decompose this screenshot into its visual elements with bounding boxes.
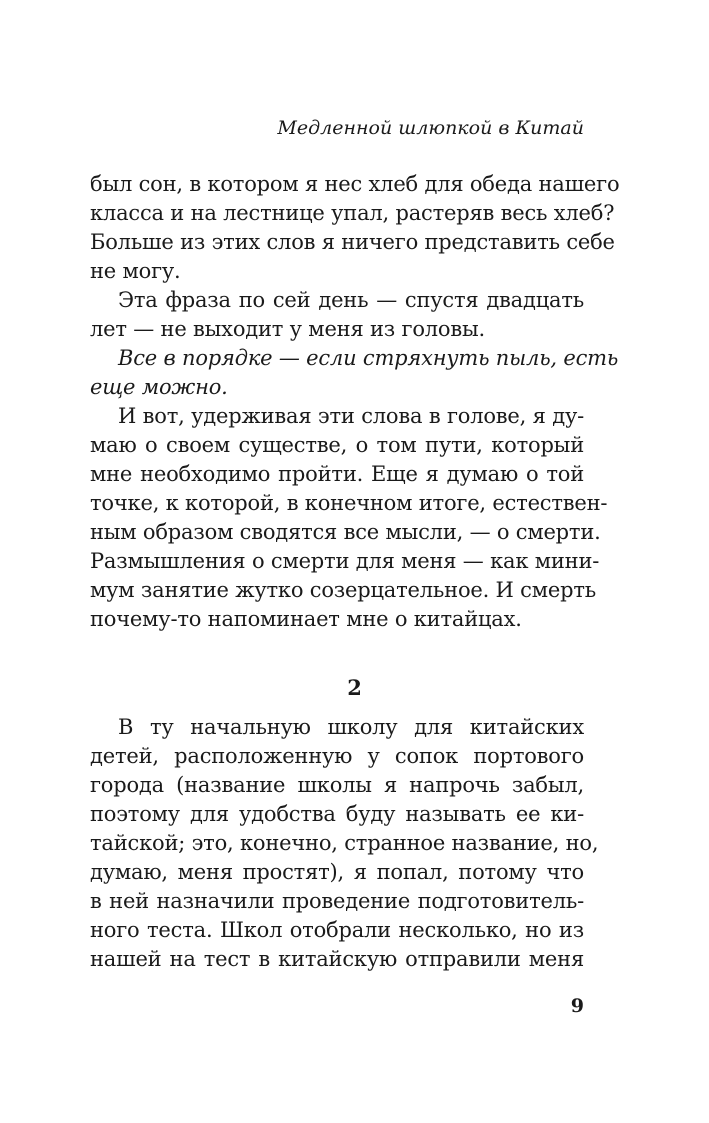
text-line: тайской; это, конечно, странное название, но,	[90, 831, 599, 855]
page-number: 9	[570, 995, 584, 1017]
text-line: лет — не выходит у меня из головы.	[90, 317, 485, 341]
text-line: точке, к которой, в конечном итоге, естествен-	[90, 491, 608, 515]
text-line: не могу.	[90, 259, 181, 283]
text-line: Эта фраза по сей день — спустя двадцать	[118, 288, 584, 312]
text-line: ным образом сводятся все мысли, — о смерти.	[90, 520, 601, 544]
text-line: ного теста. Школ отобрали несколько, но из	[90, 918, 584, 942]
text-line: Больше из этих слов я ничего представить себе	[90, 230, 615, 254]
text-line: В ту начальную школу для китайских	[118, 715, 584, 739]
text-line-italic: еще можно.	[90, 375, 228, 399]
text-line: поэтому для удобства буду называть ее ки-	[90, 802, 584, 826]
text-line: почему-то напоминает мне о китайцах.	[90, 607, 522, 631]
text-line: маю о своем существе, о том пути, который	[90, 433, 584, 457]
text-line: города (название школы я напрочь забыл,	[90, 773, 584, 797]
section-number: 2	[347, 675, 362, 700]
text-line-italic: Все в порядке — если стряхнуть пыль, есть	[118, 346, 619, 370]
running-head: Медленной шлюпкой в Китай	[277, 117, 584, 139]
text-line: думаю, меня простят), я попал, потому что	[90, 860, 584, 884]
text-line: нашей на тест в китайскую отправили меня	[90, 947, 584, 971]
text-line: Размышления о смерти для меня — как мини-	[90, 549, 600, 573]
text-block-section	[90, 713, 599, 974]
text-line: мум занятие жутко созерцательное. И смерть	[90, 578, 596, 602]
text-line: класса и на лестнице упал, растеряв весь хлеб?	[90, 201, 615, 225]
text-line: в ней назначили проведение подготовитель-	[90, 889, 584, 913]
text-line: был сон, в котором я нес хлеб для обеда нашего	[90, 172, 620, 196]
text-line: детей, расположенную у сопок портового	[90, 744, 584, 768]
text-line: И вот, удерживая эти слова в голове, я ду-	[118, 404, 584, 428]
text-line: мне необходимо пройти. Еще я думаю о той	[90, 462, 584, 486]
text-block-top	[90, 170, 620, 634]
